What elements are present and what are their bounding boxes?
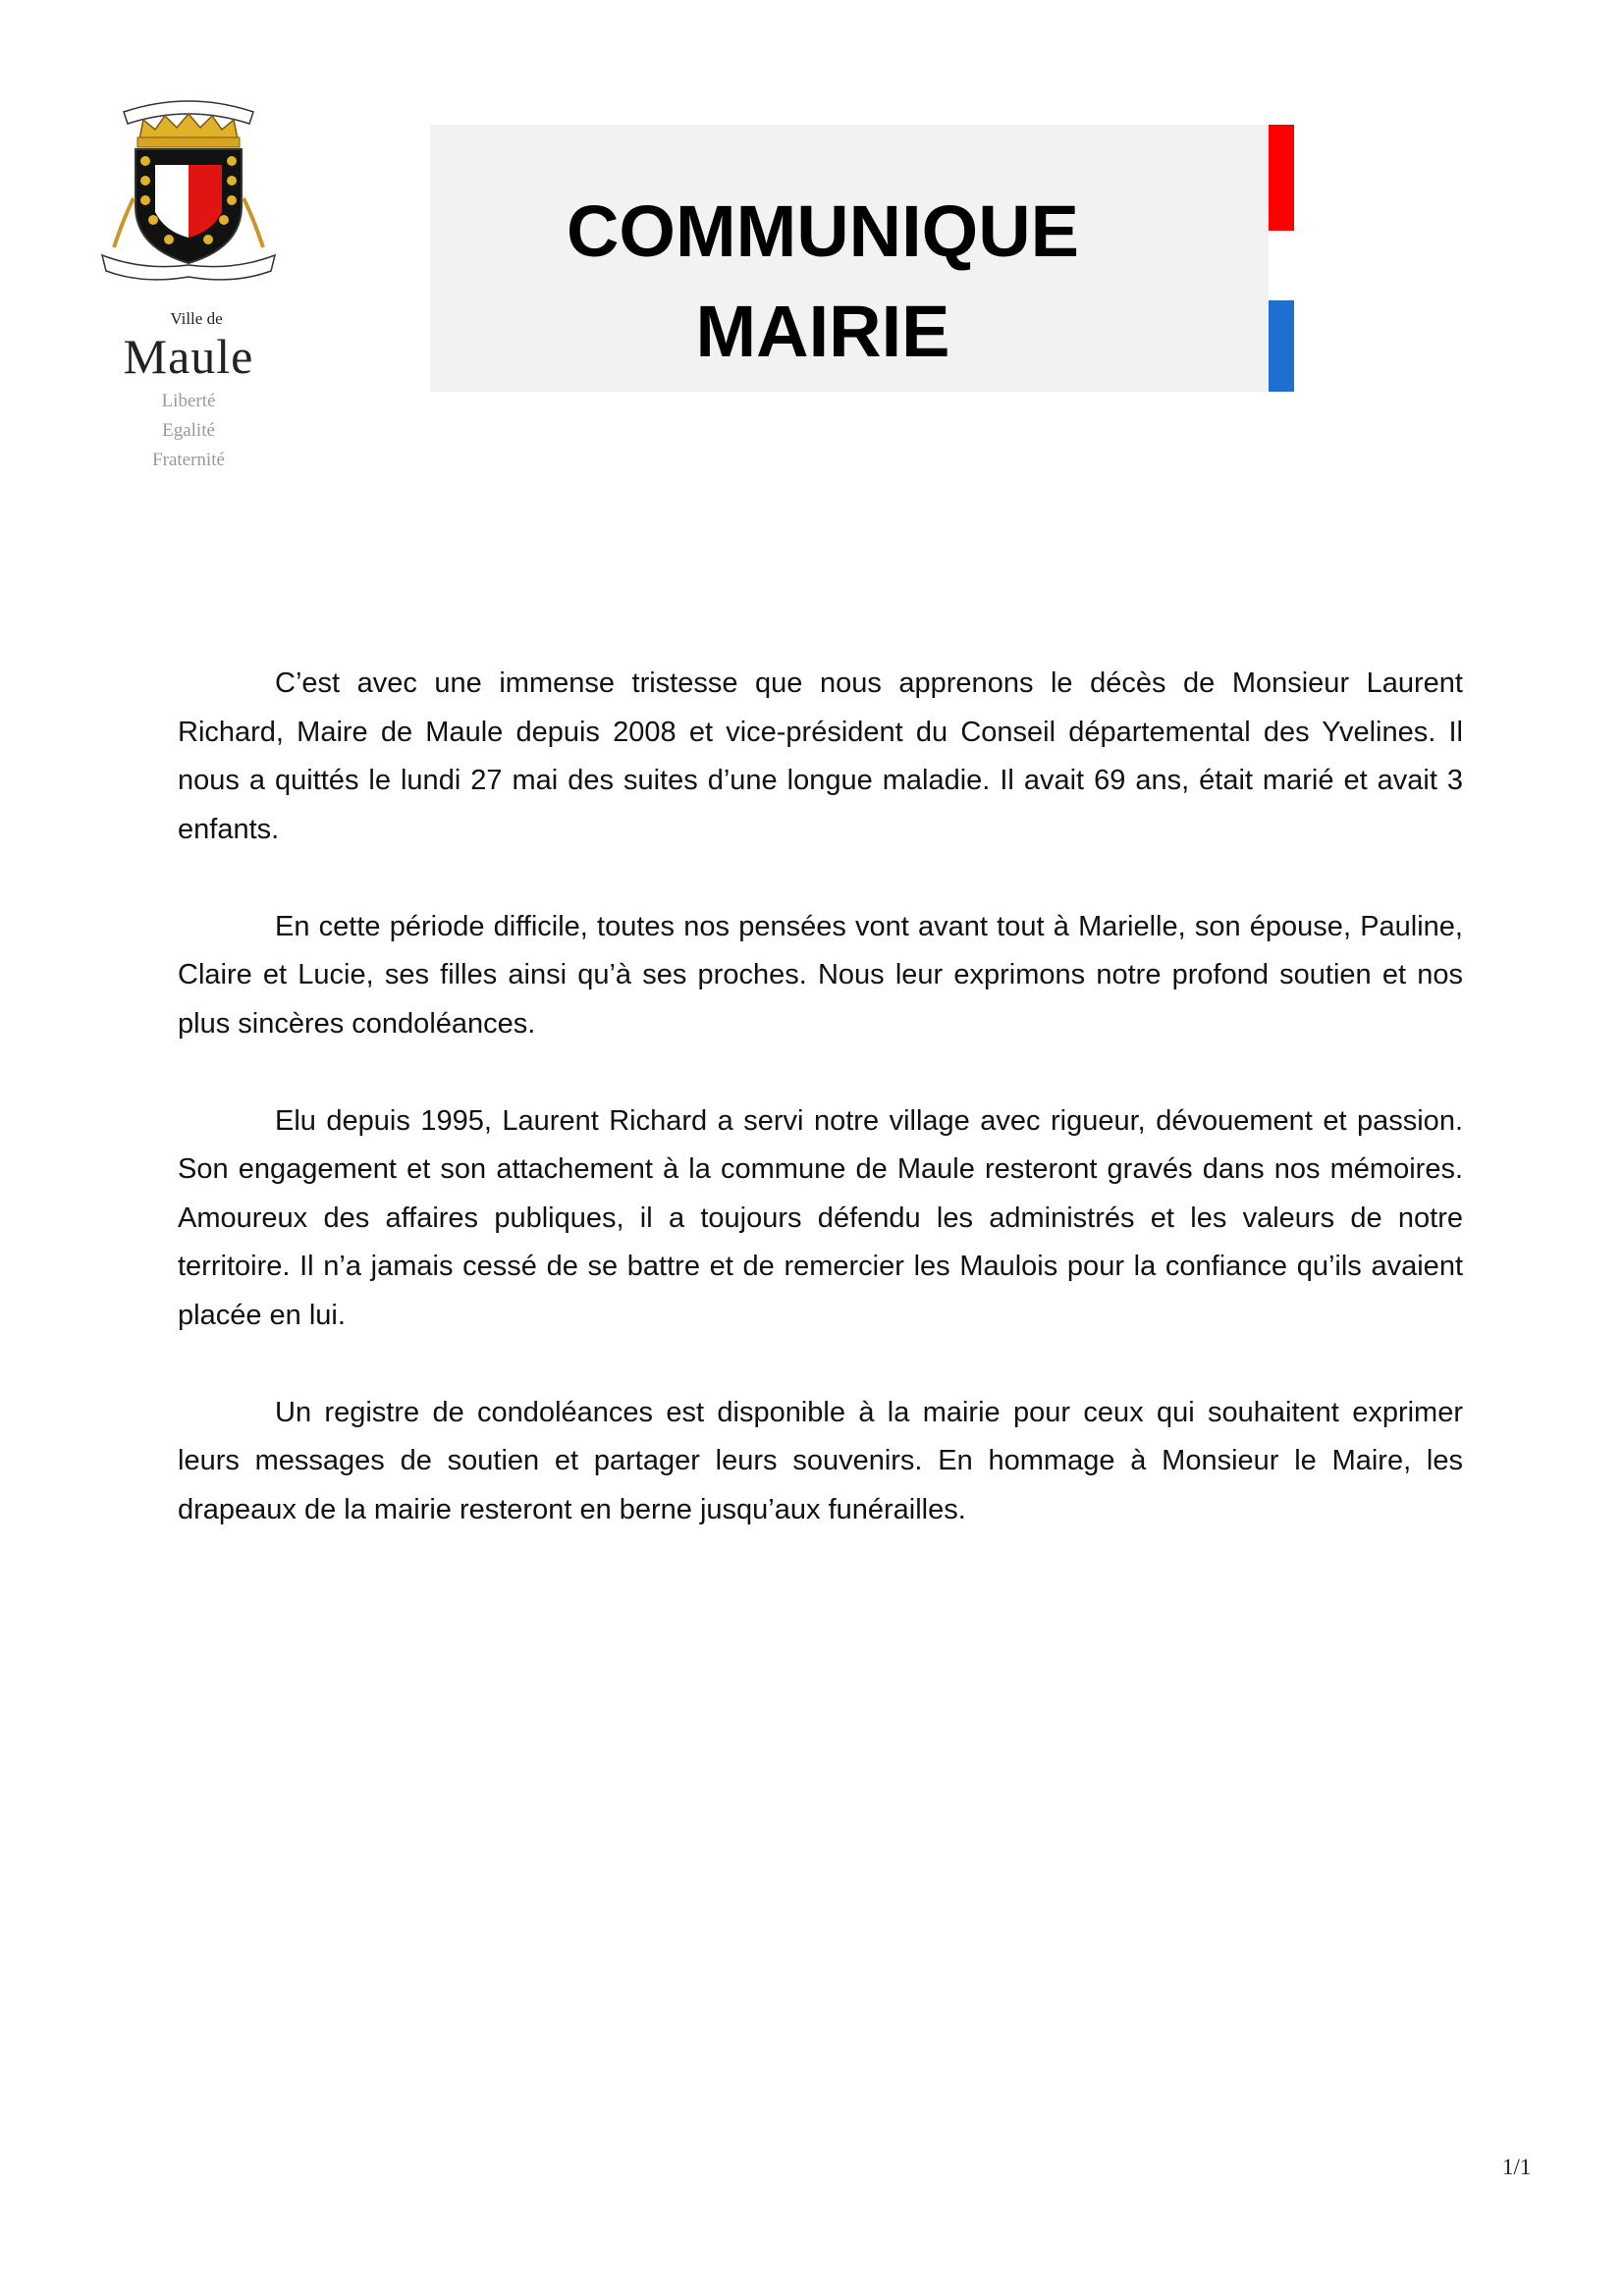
paragraph: C’est avec une immense tristesse que nous apprenons le décès de Monsieur Laurent Richard, Maire de Maule depuis 2008 et vice-président du Conseil départemental des Yvelines. Il nous a quittés le lundi 27 mai des suites d’une longue maladie. Il avait 69 ans, était marié et avait 3 enfants. [178, 667, 1463, 845]
ville-de-label: Ville de [170, 309, 223, 328]
paragraph: Un registre de condoléances est disponible à la mairie pour ceux qui souhaitent exprimer leurs messages de soutien et partager leurs souvenirs. En hommage à Monsieur le Maire, les drapeaux de la mairie resteront en berne jusqu’aux funérailles. [178, 1396, 1463, 1525]
flag-red-stripe [1269, 125, 1294, 231]
motto-egalite: Egalité [162, 420, 215, 441]
page-number: 1/1 [1502, 2155, 1532, 2179]
flag-blue-stripe [1269, 300, 1294, 392]
paragraph: Elu depuis 1995, Laurent Richard a servi notre village avec rigueur, dévouement et passion. Son engagement et son attachement à la commune de Maule resteront gravés dans nos mémoires. Amoureux des affaires publiques, il a toujours défendu les administrés et les valeurs de notre territoire. Il n’a jamais cessé de se battre et de remercier les Maulois pour la confiance qu’ils avaient placée en lui. [178, 1104, 1463, 1331]
motto-fraternite: Fraternité [152, 450, 225, 470]
maule-logo [94, 90, 283, 483]
title-line-2: MAIRIE [695, 291, 950, 372]
title-banner [430, 125, 1269, 392]
town-name: Maule [123, 329, 254, 384]
paragraph: En cette période difficile, toutes nos pensées vont avant tout à Marielle, son épouse, Pauline, Claire et Lucie, ses filles ainsi qu’à ses proches. Nous leur exprimons notre profond soutien et nos plus sincères condoléances. [178, 910, 1463, 1040]
communique-body [178, 660, 1463, 1583]
motto-liberte: Liberté [161, 391, 216, 411]
coat-of-arms-icon [94, 90, 283, 287]
title-line-1: COMMUNIQUE [566, 190, 1080, 272]
